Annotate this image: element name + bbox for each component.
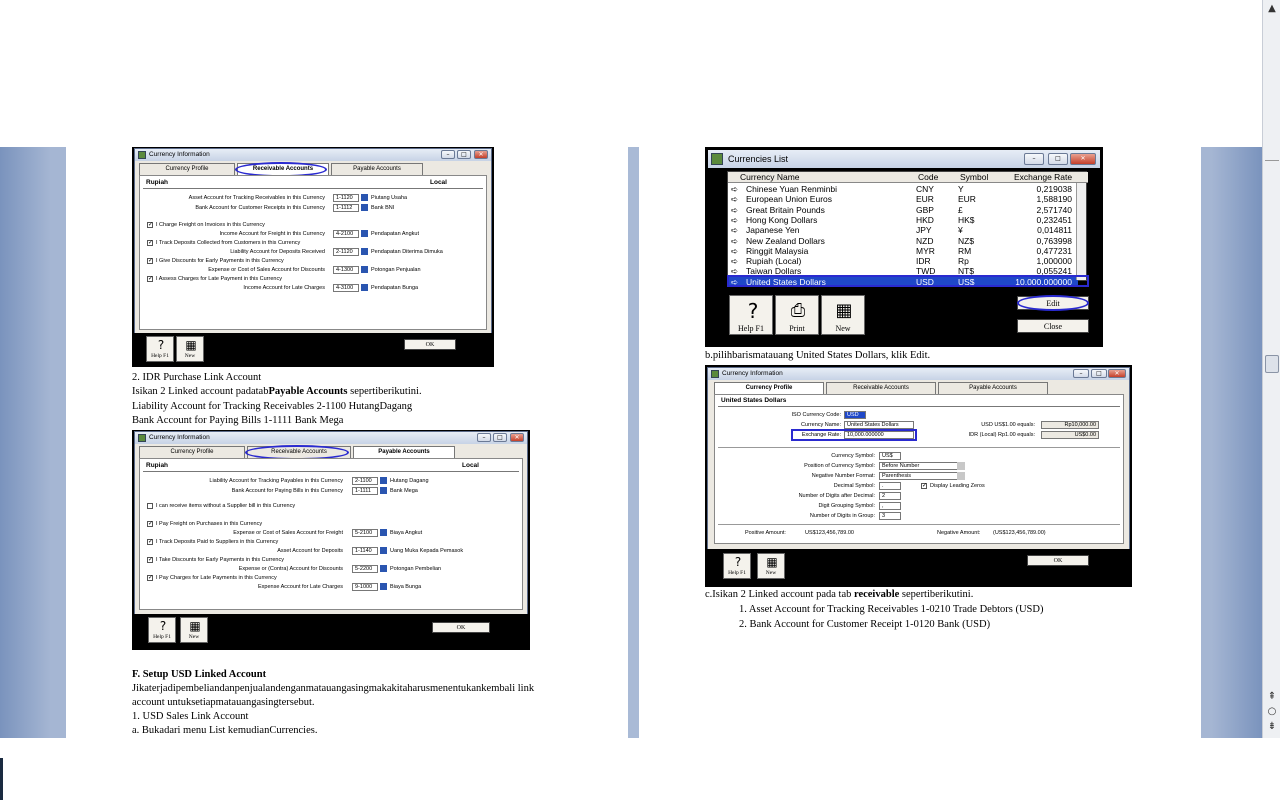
currency-symbol-field[interactable]: US$ [879,452,901,460]
row-arrow-icon: ➪ [731,245,739,256]
edge-strip [0,758,3,800]
divider [718,524,1120,525]
accounts-panel [139,458,523,610]
currency-name-header: Rupiah [146,179,169,186]
next-page-icon[interactable]: ⇟ [1267,721,1277,732]
accounts-panel [139,175,487,330]
help-icon: ? [157,338,165,352]
help-button[interactable] [723,553,751,579]
account-name: Pendapatan Angkut [371,231,420,237]
caption-c-text-end: sepertiberikutini. [899,589,974,600]
close-button[interactable]: Close [1017,319,1089,333]
cell-symbol: ¥ [958,225,963,236]
lookup-icon[interactable] [380,565,387,572]
table-row[interactable] [728,184,1078,194]
item-1: 1. Asset Account for Tracking Receivables 1-0210 Trade Debtors (USD) [739,604,1044,615]
lookup-icon[interactable] [361,266,368,273]
account-code-field[interactable]: 5-2100 [352,529,378,537]
close-icon[interactable]: ✕ [474,150,488,159]
row-label: Expense or Cost of Sales Account for Freight [233,530,343,536]
help-label: Help F1 [728,570,746,576]
cell-name: Chinese Yuan Renminbi [746,184,838,194]
new-label: New [835,324,851,333]
new-icon: ▦ [189,619,201,633]
decimal-symbol-label: Decimal Symbol: [833,483,875,489]
chevron-down-icon[interactable] [957,472,965,480]
tab-payable-accounts[interactable]: Payable Accounts [331,163,423,175]
divider [718,447,1120,448]
decimal-symbol-field[interactable]: . [879,482,901,490]
row-arrow-icon: ➪ [731,276,739,287]
help-icon: ? [159,619,167,633]
cell-name: Rupiah (Local) [746,256,802,267]
usd-equals-label: USD US$1.00 equals: [981,422,1035,428]
checkbox[interactable]: ✓ [148,276,154,282]
negative-amount-label: Negative Amount: [937,530,981,536]
highlight-rectangle [791,429,917,441]
checkbox-label: I can receive items without a Supplier bill in this Currency [156,503,296,509]
bottom-white-area [0,738,1280,800]
negative-amount-value: (US$123,456,789.00) [993,530,1046,536]
currency-name-field[interactable]: United States Dollars [844,421,914,429]
cell-code: EUR [916,194,934,205]
iso-code-label: ISO Currency Code: [791,412,841,418]
tab-receivable-accounts[interactable]: Receivable Accounts [247,446,351,458]
screenshot-receivable-accounts [132,147,494,367]
lookup-icon[interactable] [380,477,387,484]
checkbox-label: I Assess Charges for Late Payment in this Currency [156,276,282,282]
new-label: New [188,634,200,640]
grouping-symbol-label: Digit Grouping Symbol: [818,503,875,509]
account-name: Potongan Penjualan [371,267,421,273]
caption-c-text: c.Isikan 2 Linked account pada tab [705,589,854,600]
minimize-icon[interactable]: – [477,433,491,442]
row-label: Expense Account for Late Charges [258,584,343,590]
minimize-icon[interactable]: – [1073,369,1089,378]
positive-amount-value: US$123,456,789.00 [805,530,854,536]
maximize-icon[interactable]: □ [457,150,471,159]
row-arrow-icon: ➪ [731,225,739,236]
col-symbol: Symbol [960,172,989,182]
heading-idr-purchase: 2. IDR Purchase Link Account [132,372,262,383]
currency-information-window [134,431,528,617]
list-scrollbar[interactable] [1076,183,1086,280]
account-name: Uang Muka Kepada Pemasok [390,548,464,554]
browse-object-icon[interactable]: ○ [1267,706,1277,717]
cell-symbol: £ [958,204,963,215]
paragraph-f-line2: account untuksetiapmatauangasingtersebut. [132,697,315,708]
currency-symbol-label: Currency Symbol: [831,453,875,459]
lookup-icon[interactable] [361,248,368,255]
digits-after-decimal-field[interactable]: 2 [879,492,901,500]
cell-name: European Union Euros [746,194,833,205]
cell-rate: 1,000000 [1036,256,1072,267]
window-titlebar [708,368,1129,380]
divider [143,188,483,189]
row-label: Expense or (Contra) Account for Discounts [238,566,343,572]
lookup-icon[interactable] [380,547,387,554]
highlight-rectangle [727,275,1089,287]
negative-format-label: Negative Number Format: [811,473,875,479]
tab-payable-accounts[interactable]: Payable Accounts [353,446,455,458]
cell-rate: 0,232451 [1036,214,1072,225]
cell-symbol: NZ$ [958,235,975,246]
account-code-field[interactable]: 2-1100 [352,477,378,485]
app-icon [711,153,723,165]
checkbox[interactable]: ✓ [148,222,154,228]
caption-c-bold: receivable [853,589,900,600]
item-usd-sales: 1. USD Sales Link Account [132,711,249,722]
checkbox-label: I Track Deposits Paid to Suppliers in this Currency [156,539,279,545]
cell-code: GBP [916,204,934,215]
leading-zeros-checkbox[interactable]: ✓ [922,483,928,489]
window-footer [132,333,494,367]
exchange-rate-field[interactable]: 10,000.000000 [844,431,914,439]
new-button[interactable] [176,336,204,362]
cell-name: Great Britain Pounds [746,204,825,215]
screenshot-payable-accounts [132,430,530,650]
intro-text-end: sepertiberikutini. [347,386,422,397]
cell-symbol: RM [958,245,972,256]
close-icon[interactable]: ✕ [1108,369,1126,378]
row-arrow-icon: ➪ [731,266,739,277]
cell-code: HKD [916,214,934,225]
new-icon: ▦ [185,338,197,352]
account-code-field[interactable]: 1-1112 [333,204,359,212]
row-arrow-icon: ➪ [731,184,739,194]
currency-information-window [707,367,1130,551]
window-title: Currency Information [722,370,783,377]
table-header [728,172,1088,183]
screenshot-currency-profile [705,365,1132,587]
help-button[interactable] [148,617,176,643]
help-label: Help F1 [153,634,171,640]
local-header: Local [462,462,479,469]
tab-currency-profile[interactable]: Currency Profile [139,163,235,175]
row-arrow-icon: ➪ [731,256,739,267]
screenshot-currencies-list [705,147,1103,347]
digits-after-decimal-label: Number of Digits after Decimal: [798,493,875,499]
cell-name: New Zealand Dollars [746,235,825,246]
cell-name: Hong Kong Dollars [746,214,818,225]
checkbox[interactable]: ✓ [148,521,154,527]
checkbox[interactable]: ✓ [148,557,154,563]
currency-name-label: Currency Name: [800,422,841,428]
checkbox-label: I Charge Freight on Invoices in this Currency [156,222,265,228]
account-name: Biaya Angkut [390,530,423,536]
checkbox[interactable]: ✓ [148,258,154,264]
cell-name: United States Dollars [746,276,826,287]
row-arrow-icon: ➪ [731,235,739,246]
cell-rate: 1,588190 [1036,194,1072,205]
account-name: Bank BNI [371,205,395,211]
account-name: Hutang Dagang [390,478,429,484]
new-label: New [765,570,777,576]
ok-button[interactable]: OK [432,622,490,633]
digits-in-group-label: Number of Digits in Group: [809,513,875,519]
grouping-symbol-field[interactable]: , [879,502,901,510]
table-row[interactable] [728,225,1078,235]
row-label: Income Account for Late Charges [243,285,325,291]
lookup-icon[interactable] [380,487,387,494]
ok-button[interactable]: OK [1027,555,1089,566]
help-label: Help F1 [151,353,169,359]
top-white-area [0,0,1262,147]
window-titlebar [708,150,1100,168]
account-name: Biaya Bunga [390,584,422,590]
cell-rate: 0,014811 [1037,225,1072,236]
tab-currency-profile[interactable]: Currency Profile [139,446,245,458]
currencies-list-window [707,149,1101,297]
maximize-icon[interactable]: □ [493,433,507,442]
printer-icon: ⎙ [790,300,806,321]
account-code-field[interactable]: 1-1120 [333,194,359,202]
negative-format-select[interactable]: Parenthesis [879,472,965,480]
cell-name: Japanese Yen [746,225,800,236]
table-row[interactable] [728,236,1078,246]
checkbox[interactable]: ✓ [148,575,154,581]
lookup-icon[interactable] [380,529,387,536]
col-exchange-rate: Exchange Rate [1014,172,1073,182]
edit-button[interactable]: Edit [1017,296,1089,310]
checkbox-label: I Pay Freight on Purchases in this Currency [156,521,263,527]
intro-paragraph [132,385,422,399]
caption-b: b.pilihbarismatauang United States Dollars, klik Edit. [705,350,931,361]
cell-code: NZD [916,235,934,246]
vertical-scrollbar[interactable] [1262,0,1280,738]
currency-name-header: United States Dollars [721,397,787,404]
row-label: Asset Account for Deposits [277,548,343,554]
cell-code: IDR [916,256,931,267]
item-2: 2. Bank Account for Customer Receipt 1-0120 Bank (USD) [739,619,991,630]
new-button[interactable] [757,553,785,579]
app-icon [711,370,719,378]
cell-rate: 2,571740 [1036,204,1072,215]
table-row[interactable] [728,205,1078,215]
row-label: Liability Account for Tracking Payables in this Currency [209,478,343,484]
lookup-icon[interactable] [361,204,368,211]
checkbox-label: I Pay Charges for Late Payments in this Currency [156,575,277,581]
line-liability: Liability Account for Tracking Receivables 2-1100 HutangDagang [132,401,413,412]
account-code-field[interactable]: 1-1140 [352,547,378,555]
cell-code: CNY [916,184,934,194]
row-label: Bank Account for Paying Bills in this Currency [231,488,343,494]
account-code-field[interactable]: 9-1000 [352,583,378,591]
currencies-table [727,171,1087,287]
window-footer [132,614,530,650]
close-icon[interactable]: ✕ [1070,153,1096,165]
cell-rate: 0,055241 [1036,266,1072,277]
cell-rate: 0,763998 [1036,235,1072,246]
leading-zeros-label: Display Leading Zeros [930,483,985,489]
row-label: Asset Account for Tracking Receivables in this Currency [188,195,325,201]
cell-rate: 0,219038 [1036,184,1072,194]
scroll-up-icon[interactable]: ▲ [1268,3,1276,14]
row-arrow-icon: ➪ [731,214,739,225]
table-row[interactable] [728,215,1078,225]
lookup-icon[interactable] [361,284,368,291]
cell-code: TWD [916,266,936,277]
cell-name: Taiwan Dollars [746,266,802,277]
idr-equals-label: IDR (Local) Rp1.00 equals: [968,432,1035,438]
line-bank: Bank Account for Paying Bills 1-1111 Bank Mega [132,415,344,426]
account-code-field[interactable]: 2-1120 [333,248,359,256]
row-label: Bank Account for Customer Receipts in this Currency [195,205,325,211]
row-label: Liability Account for Deposits Received [230,249,325,255]
account-code-field[interactable]: 1-1111 [352,487,378,495]
table-row[interactable] [728,194,1078,204]
caption-c [705,588,973,602]
chevron-down-icon[interactable] [957,462,965,470]
cell-code: MYR [916,245,935,256]
digits-in-group-field[interactable]: 3 [879,512,901,520]
cell-code: USD [916,276,934,287]
profile-panel [714,394,1124,544]
local-header: Local [430,179,447,186]
row-arrow-icon: ➪ [731,204,739,215]
ok-button[interactable]: OK [404,339,456,350]
divider [718,406,1120,407]
paragraph-f-line1: Jikaterjadipembeliandanpenjualandenganmatauangasingmakakitaharusmenentukankembali link [132,683,535,694]
print-button[interactable] [775,295,819,335]
account-name: Bank Mega [390,488,418,494]
cell-name: Ringgit Malaysia [746,245,809,256]
window-title: Currency Information [149,434,210,441]
window-titlebar [135,149,491,161]
account-code-field[interactable]: 4-2100 [333,230,359,238]
app-icon [138,434,146,442]
window-footer [705,293,1103,347]
checkbox[interactable] [147,503,153,509]
new-icon: ▦ [835,300,853,321]
usd-equals-value: Rp10,000.00 [1041,421,1099,429]
col-currency-name: Currency Name [740,172,800,182]
intro-text: Isikan 2 Linked account padatab [132,386,269,397]
item-a: a. Bukadari menu List kemudianCurrencies. [132,725,318,736]
help-icon: ? [734,555,742,569]
checkbox-label: I Give Discounts for Early Payments in this Currency [156,258,284,264]
checkbox[interactable]: ✓ [148,539,154,545]
window-title: Currencies List [728,154,789,164]
page-right [639,147,1201,738]
account-code-field[interactable]: 4-1300 [333,266,359,274]
row-label: Expense or Cost of Sales Account for Discounts [208,267,325,273]
window-title: Currency Information [149,151,210,158]
tab-receivable-accounts[interactable]: Receivable Accounts [826,382,936,394]
cell-symbol: Y [958,184,964,194]
account-name: Potongan Pembelian [390,566,442,572]
checkbox[interactable]: ✓ [148,240,154,246]
symbol-position-label: Position of Currency Symbol: [804,463,875,469]
account-name: Pendapatan Diterima Dimuka [371,249,443,255]
close-icon[interactable]: ✕ [510,433,524,442]
heading-setup-usd: F. Setup USD Linked Account [132,669,267,680]
intro-bold: Payable Accounts [268,386,348,397]
cell-rate: 0,477231 [1036,245,1072,256]
cell-code: JPY [916,225,932,236]
window-footer [705,549,1132,587]
row-arrow-icon: ➪ [731,194,739,205]
print-label: Print [789,324,805,333]
cell-rate: 10.000,000000 [1015,276,1072,287]
window-titlebar [135,432,527,444]
new-button[interactable] [180,617,208,643]
help-button[interactable] [146,336,174,362]
help-icon: ? [747,299,759,323]
page-left [66,147,628,738]
tab-payable-accounts[interactable]: Payable Accounts [938,382,1048,394]
account-code-field[interactable]: 4-3100 [333,284,359,292]
minimize-icon[interactable]: – [1024,153,1044,165]
tab-currency-profile[interactable]: Currency Profile [714,382,824,394]
maximize-icon[interactable]: □ [1048,153,1068,165]
scrollbar-thumb[interactable] [1265,355,1279,373]
account-name: Piutang Usaha [371,195,408,201]
previous-page-icon[interactable]: ⇞ [1267,691,1277,702]
account-code-field[interactable]: 5-2200 [352,565,378,573]
currency-name-header: Rupiah [146,462,169,469]
currency-information-window [134,148,492,338]
help-label: Help F1 [738,324,764,333]
cell-symbol: NT$ [958,266,975,277]
table-row[interactable] [728,256,1078,266]
app-icon [138,151,146,159]
lookup-icon[interactable] [361,230,368,237]
new-label: New [184,353,196,359]
cell-symbol: US$ [958,276,975,287]
cell-symbol: Rp [958,256,969,267]
cell-symbol: HK$ [958,214,975,225]
maximize-icon[interactable]: □ [1091,369,1107,378]
checkbox-label: I Take Discounts for Early Payments in this Currency [156,557,284,563]
exchange-rate-label: Exchange Rate: [801,432,841,438]
highlight-oval [1017,295,1089,311]
lookup-icon[interactable] [361,194,368,201]
symbol-position-select[interactable]: Before Number [879,462,965,470]
cell-symbol: EUR [958,194,976,205]
row-label: Income Account for Freight in this Currency [219,231,325,237]
positive-amount-label: Positive Amount: [745,530,786,536]
minimize-icon[interactable]: – [441,150,455,159]
col-code: Code [918,172,939,182]
idr-equals-value: US$0.00 [1041,431,1099,439]
table-row[interactable] [728,246,1078,256]
iso-code-field[interactable]: USD [844,411,866,419]
new-button[interactable] [821,295,865,335]
tab-receivable-accounts[interactable]: Receivable Accounts [237,163,329,175]
new-icon: ▦ [766,555,778,569]
help-button[interactable] [729,295,773,335]
lookup-icon[interactable] [380,583,387,590]
account-name: Pendapatan Bunga [371,285,419,291]
checkbox-label: I Track Deposits Collected from Customers in this Currency [156,240,301,246]
divider [143,471,519,472]
scroll-divider [1265,160,1279,161]
